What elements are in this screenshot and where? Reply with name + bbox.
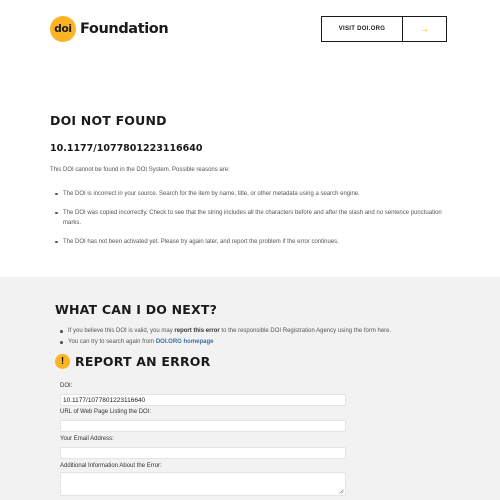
next-step-item: [60, 326, 450, 337]
arrow-right-icon: →: [419, 23, 430, 35]
doi-field[interactable]: [60, 394, 346, 406]
doi-foundation-logo[interactable]: [50, 16, 168, 42]
visit-doi-org-button[interactable]: [321, 16, 447, 42]
doi-org-homepage-link[interactable]: DOI.ORG homepage: [155, 339, 214, 345]
site-header: [0, 0, 500, 60]
next-step-text: If you believe this DOI is valid, you may: [68, 328, 175, 334]
reasons-list: [55, 189, 450, 256]
reason-item: The DOI was copied incorrectly. Check to see that the string includes all the characters before and after the slash and no sentence punctuation marks.: [55, 208, 450, 228]
logo-text: Foundation: [80, 21, 169, 37]
report-error-text: report this error: [174, 328, 220, 334]
report-error-title: REPORT AN ERROR: [75, 354, 211, 369]
visit-doi-org-label: VISIT DOI.ORG: [322, 17, 403, 41]
page-title: DOI NOT FOUND: [50, 113, 167, 128]
email-field[interactable]: [60, 447, 346, 459]
next-step-text: to the responsible DOI Registration Agency using the form here.: [219, 328, 392, 334]
additional-info-textarea[interactable]: [60, 472, 346, 496]
reason-item: The DOI has not been activated yet. Please try again later, and report the problem if the error continues.: [55, 237, 450, 247]
not-found-intro: This DOI cannot be found in the DOI System. Possible reasons are:: [50, 167, 230, 173]
doi-field-label: DOI:: [60, 383, 73, 389]
logo-mark: doi: [50, 16, 76, 42]
url-field[interactable]: [60, 420, 346, 432]
reason-item: The DOI is incorrect in your source. Search for the item by name, title, or other metadata using a search engine.: [55, 189, 450, 199]
info-field-label: Additional Information About the Error:: [60, 463, 162, 469]
email-field-label: Your Email Address:: [60, 436, 114, 442]
next-steps-list: [60, 326, 450, 348]
next-step-text: You can try to search again from: [68, 339, 156, 345]
next-steps-title: WHAT CAN I DO NEXT?: [55, 302, 218, 317]
report-error-heading: [55, 354, 210, 369]
doi-identifier: 10.1177/1077801223116640: [50, 143, 203, 154]
next-step-item: [60, 337, 450, 348]
warning-icon: !: [55, 354, 70, 369]
url-field-label: URL of Web Page Listing the DOI:: [60, 409, 152, 415]
resize-grip-icon[interactable]: [339, 489, 344, 494]
